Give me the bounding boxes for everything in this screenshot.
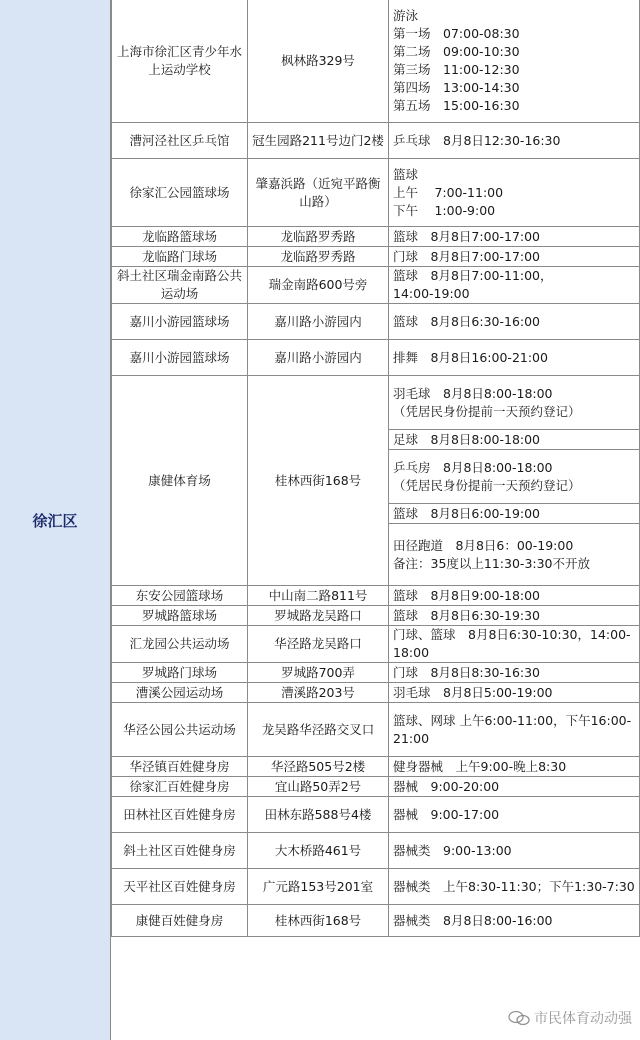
schedule-cell xyxy=(389,376,640,430)
watermark xyxy=(508,1008,632,1028)
schedule-line: 第一场 07:00-08:30 xyxy=(393,25,520,41)
table-row xyxy=(112,340,640,376)
schedule-line: 第三场 11:00-12:30 xyxy=(393,61,520,77)
venue-address-cell: 中山南二路811号 xyxy=(248,586,389,606)
table-row xyxy=(112,797,640,833)
schedule-line: 器械 9:00-17:00 xyxy=(393,806,500,822)
venue-address-cell: 肇嘉浜路（近宛平路衡山路） xyxy=(248,159,389,227)
schedule-cell xyxy=(389,905,640,937)
table-row xyxy=(112,586,640,606)
schedule-cell xyxy=(389,267,640,304)
venue-address-cell: 华泾路505号2楼 xyxy=(248,757,389,777)
table-row xyxy=(112,267,640,304)
venue-name-cell: 龙临路篮球场 xyxy=(112,227,248,247)
table-row xyxy=(112,833,640,869)
table-row xyxy=(112,227,640,247)
table-row xyxy=(112,606,640,626)
schedule-cell xyxy=(389,663,640,683)
table-row xyxy=(112,757,640,777)
schedule-line: 篮球 8月8日6:00-19:00 xyxy=(393,505,541,521)
venue-name-cell: 华泾镇百姓健身房 xyxy=(112,757,248,777)
district-label-cell xyxy=(0,0,111,1040)
schedule-cell xyxy=(389,227,640,247)
schedule-cell xyxy=(389,430,640,450)
schedule-cell xyxy=(389,504,640,524)
venue-address-cell: 桂林西街168号 xyxy=(248,376,389,586)
venue-name-cell: 华泾公园公共运动场 xyxy=(112,703,248,757)
venue-address-cell: 嘉川路小游园内 xyxy=(248,340,389,376)
schedule-line: 游泳 xyxy=(393,7,419,23)
table-row xyxy=(112,159,640,227)
table-row xyxy=(112,869,640,905)
district-label: 徐汇区 xyxy=(32,511,78,530)
schedule-line: 门球、篮球 8月8日6:30-10:30，14:00-18:00 xyxy=(393,627,631,660)
schedule-cell xyxy=(389,833,640,869)
venue-name-cell: 汇龙园公共运动场 xyxy=(112,626,248,663)
table-row xyxy=(112,777,640,797)
schedule-cell xyxy=(389,869,640,905)
schedule-cell xyxy=(389,123,640,159)
venue-address-cell: 田林东路588号4楼 xyxy=(248,797,389,833)
wechat-icon xyxy=(508,1010,530,1026)
schedule-line: 第四场 13:00-14:30 xyxy=(393,79,520,95)
venue-address-cell: 漕溪路203号 xyxy=(248,683,389,703)
table-row xyxy=(112,304,640,340)
schedule-cell xyxy=(389,626,640,663)
schedule-line: 田径跑道 8月8日6：00-19:00 xyxy=(393,537,574,553)
table-row xyxy=(112,626,640,663)
venue-address-cell: 龙吴路华泾路交叉口 xyxy=(248,703,389,757)
venue-address-cell: 罗城路700弄 xyxy=(248,663,389,683)
venue-name-cell: 斜土社区瑞金南路公共运动场 xyxy=(112,267,248,304)
schedule-cell xyxy=(389,524,640,586)
schedule-cell xyxy=(389,777,640,797)
venue-name-cell: 罗城路篮球场 xyxy=(112,606,248,626)
venue-name-cell: 嘉川小游园篮球场 xyxy=(112,340,248,376)
table-row xyxy=(112,0,640,123)
schedule-line: 篮球、网球 上午6:00-11:00，下午16:00-21:00 xyxy=(393,712,632,746)
schedule-cell xyxy=(389,159,640,227)
schedule-line: 乒乓球 8月8日12:30-16:30 xyxy=(393,132,561,148)
schedule-line: 羽毛球 8月8日8:00-18:00 xyxy=(393,385,553,401)
venue-name-cell: 东安公园篮球场 xyxy=(112,586,248,606)
table-row xyxy=(112,123,640,159)
venue-name-cell: 龙临路门球场 xyxy=(112,247,248,267)
venue-address-cell: 广元路153号201室 xyxy=(248,869,389,905)
schedule-cell xyxy=(389,757,640,777)
schedule-cell xyxy=(389,703,640,757)
venue-address-cell: 大木桥路461号 xyxy=(248,833,389,869)
schedule-line: 第五场 15:00-16:30 xyxy=(393,97,520,113)
venue-address-cell: 罗城路龙吴路口 xyxy=(248,606,389,626)
venue-name-cell: 天平社区百姓健身房 xyxy=(112,869,248,905)
venue-name-cell: 康健百姓健身房 xyxy=(112,905,248,937)
schedule-line: 羽毛球 8月8日5:00-19:00 xyxy=(393,684,553,700)
schedule-line: （凭居民身份提前一天预约登记） xyxy=(393,403,581,419)
venue-name-cell: 罗城路门球场 xyxy=(112,663,248,683)
schedule-line: （凭居民身份提前一天预约登记） xyxy=(393,477,581,493)
schedule-cell xyxy=(389,797,640,833)
venue-address-cell: 枫林路329号 xyxy=(248,0,389,123)
schedule-line: 14:00-19:00 xyxy=(393,286,470,301)
venue-address-cell: 龙临路罗秀路 xyxy=(248,227,389,247)
schedule-line: 篮球 xyxy=(393,166,419,182)
watermark-text: 市民体育动动强 xyxy=(534,1011,632,1027)
table-row xyxy=(112,683,640,703)
venue-name-cell: 漕溪公园运动场 xyxy=(112,683,248,703)
schedule-cell xyxy=(389,247,640,267)
venue-address-cell: 华泾路龙吴路口 xyxy=(248,626,389,663)
schedule-line: 第二场 09:00-10:30 xyxy=(393,43,520,59)
schedule-cell xyxy=(389,586,640,606)
venue-address-cell: 嘉川路小游园内 xyxy=(248,304,389,340)
schedule-line: 下午 1:00-9:00 xyxy=(393,202,496,218)
schedule-line: 上午 7:00-11:00 xyxy=(393,184,504,200)
venue-name-cell: 斜土社区百姓健身房 xyxy=(112,833,248,869)
venue-schedule-table xyxy=(111,0,640,937)
schedule-line: 健身器械 上午9:00-晚上8:30 xyxy=(393,758,567,774)
schedule-line: 篮球 8月8日7:00-11:00， xyxy=(393,268,553,283)
venue-name-cell: 康健体育场 xyxy=(112,376,248,586)
table-row xyxy=(112,905,640,937)
venue-address-cell: 瑞金南路600号旁 xyxy=(248,267,389,304)
schedule-line: 器械类 8月8日8:00-16:00 xyxy=(393,912,553,928)
schedule-line: 门球 8月8日8:30-16:30 xyxy=(393,664,541,680)
venue-name-cell: 徐家汇公园篮球场 xyxy=(112,159,248,227)
venue-address-cell: 宜山路50弄2号 xyxy=(248,777,389,797)
venue-name-cell: 嘉川小游园篮球场 xyxy=(112,304,248,340)
schedule-line: 篮球 8月8日7:00-17:00 xyxy=(393,228,541,244)
schedule-cell xyxy=(389,0,640,123)
schedule-line: 门球 8月8日7:00-17:00 xyxy=(393,248,541,264)
schedule-line: 器械类 上午8:30-11:30；下午1:30-7:30 xyxy=(393,878,635,894)
schedule-line: 篮球 8月8日6:30-16:00 xyxy=(393,313,541,329)
schedule-line: 篮球 8月8日9:00-18:00 xyxy=(393,587,541,603)
schedule-cell xyxy=(389,450,640,504)
schedule-line: 乒乓房 8月8日8:00-18:00 xyxy=(393,459,553,475)
schedule-line: 器械类 9:00-13:00 xyxy=(393,842,512,858)
venue-address-cell: 龙临路罗秀路 xyxy=(248,247,389,267)
schedule-line: 备注：35度以上11:30-3:30不开放 xyxy=(393,555,591,571)
table-row xyxy=(112,663,640,683)
venue-name-cell: 漕河泾社区乒乓馆 xyxy=(112,123,248,159)
venue-name-cell: 上海市徐汇区青少年水上运动学校 xyxy=(112,0,248,123)
schedule-cell xyxy=(389,340,640,376)
table-row xyxy=(112,703,640,757)
table-row xyxy=(112,376,640,430)
schedule-line: 足球 8月8日8:00-18:00 xyxy=(393,431,541,447)
venue-address-cell: 冠生园路211号边门2楼 xyxy=(248,123,389,159)
schedule-line: 器械 9:00-20:00 xyxy=(393,778,500,794)
venue-name-cell: 徐家汇百姓健身房 xyxy=(112,777,248,797)
venue-name-cell: 田林社区百姓健身房 xyxy=(112,797,248,833)
schedule-cell xyxy=(389,683,640,703)
schedule-line: 篮球 8月8日6:30-19:30 xyxy=(393,607,541,623)
table-row xyxy=(112,247,640,267)
venue-address-cell: 桂林西街168号 xyxy=(248,905,389,937)
schedule-cell xyxy=(389,606,640,626)
schedule-cell xyxy=(389,304,640,340)
schedule-line: 排舞 8月8日16:00-21:00 xyxy=(393,349,548,365)
